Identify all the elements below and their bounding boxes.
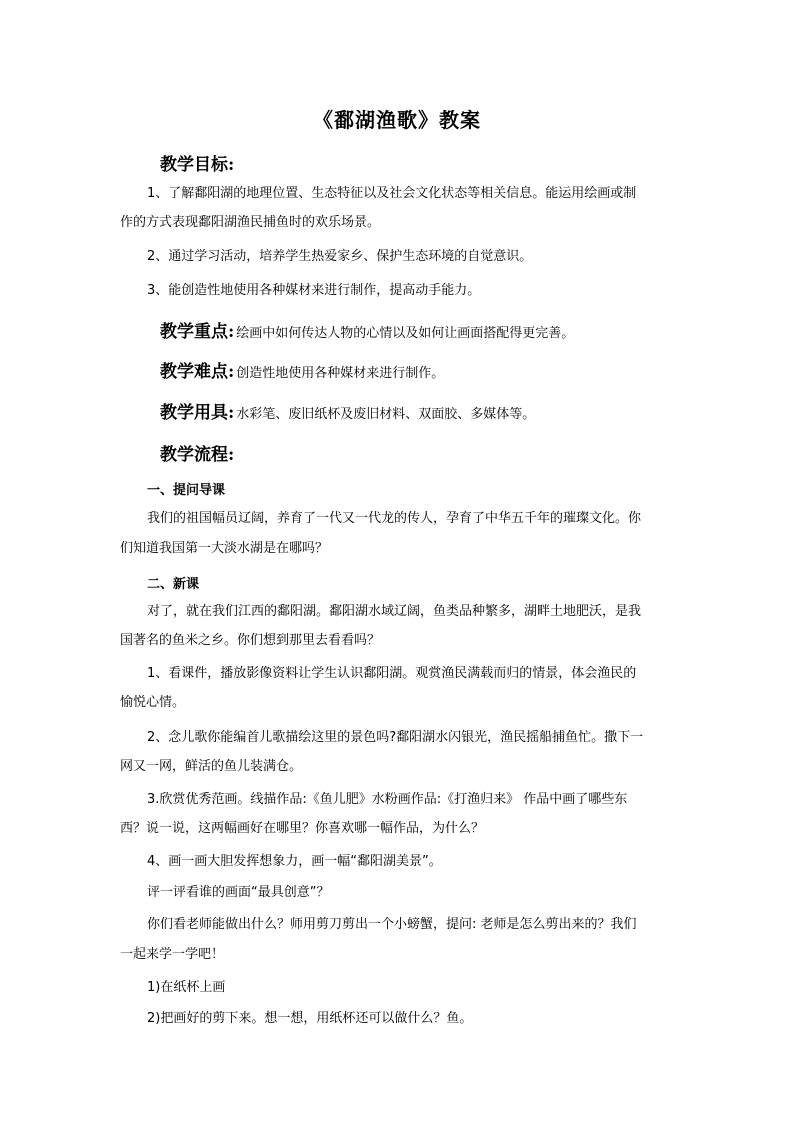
key-points-row <box>160 317 574 342</box>
process-heading: 教学流程: <box>160 445 235 465</box>
objective-3: 3、能创造性地使用各种媒材来进行制作，提高动手能力。 <box>147 283 481 298</box>
section-1-paragraph-line-1: 我们的祖国幅员辽阔，养育了一代又一代龙的传人，孕育了中华五千年的璀璨文化。你 <box>147 511 642 526</box>
key-points-heading: 教学重点: <box>160 322 235 342</box>
step-2-line-1: 2、念儿歌你能编首儿歌描绘这里的景色吗?鄱阳湖水闪银光，渔民摇船捕鱼忙。撒下一 <box>147 730 644 745</box>
tools-text: 水彩笔、废旧纸杯及废旧材料、双面胶、多媒体等。 <box>236 407 536 422</box>
step-4: 4、画一画大胆发挥想象力，画一幅“鄱阳湖美景”。 <box>147 854 442 869</box>
step-1-line-1: 1、看课件，播放影像资料让学生认识鄱阳湖。观赏渔民满载而归的情景，体会渔民的 <box>147 666 637 681</box>
step-1-line-2: 愉悦心情。 <box>120 695 186 710</box>
step-2-line-2: 网又一网，鲜活的鱼儿装满仓。 <box>120 759 303 774</box>
section-1-title: 一、提问导课 <box>147 483 226 498</box>
objective-1-line-1: 1、了解鄱阳湖的地理位置、生态特征以及社会文化状态等相关信息。能运用绘画或制 <box>147 186 637 201</box>
objective-1-line-2: 作的方式表现鄱阳湖渔民捕鱼时的欢乐场景。 <box>120 215 381 230</box>
section-2-intro-line-1: 对了，就在我们江西的鄱阳湖。鄱阳湖水域辽阔，鱼类品种繁多，湖畔土地肥沃，是我 <box>147 604 642 619</box>
document-title: 《鄱湖渔歌》教案 <box>313 108 481 132</box>
difficulties-row <box>160 357 444 382</box>
difficulties-text: 创造性地使用各种媒材来进行制作。 <box>236 366 445 381</box>
step-3-line-1: 3.欣赏优秀范画。线描作品:《鱼儿肥》水粉画作品:《打渔归来》 作品中画了哪些东 <box>147 792 628 807</box>
section-2-intro-line-2: 国著名的鱼米之乡。你们想到那里去看看吗？ <box>120 633 381 648</box>
demo-line-2: 一起来学一学吧！ <box>120 947 225 962</box>
objectives-heading: 教学目标: <box>160 155 235 175</box>
sub-step-2: 2)把画好的剪下来。想一想，用纸杯还可以做什么？鱼。 <box>147 1011 473 1026</box>
difficulties-heading: 教学难点: <box>160 362 235 382</box>
evaluate-line: 评一评看谁的画面“最具创意”？ <box>147 885 330 900</box>
tools-heading: 教学用具: <box>160 403 235 423</box>
section-1-paragraph-line-2: 们知道我国第一大淡水湖是在哪吗？ <box>120 541 329 556</box>
tools-row <box>160 398 535 423</box>
demo-line-1: 你们看老师能做出什么？师用剪刀剪出一个小螃蟹，提问: 老师是怎么剪出来的？我们 <box>147 917 637 932</box>
section-2-title: 二、新课 <box>147 577 200 592</box>
step-3-line-2: 西？说一说，这两幅画好在哪里？你喜欢哪一幅作品，为什么？ <box>120 821 485 836</box>
sub-step-1: 1)在纸杯上画 <box>147 980 226 995</box>
objective-2: 2、通过学习活动，培养学生热爱家乡、保护生态环境的自觉意识。 <box>147 249 533 264</box>
key-points-text: 绘画中如何传达人物的心情以及如何让画面搭配得更完善。 <box>236 326 575 341</box>
